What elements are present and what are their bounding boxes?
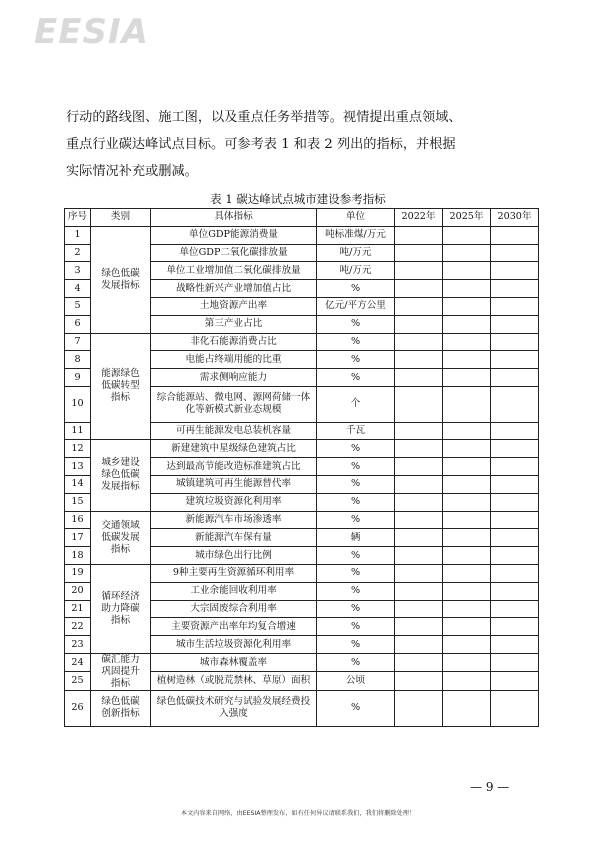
header-unit: 单位 [317,209,395,227]
value-2022-cell [395,440,443,458]
value-2030-cell [491,280,539,298]
value-2025-cell [443,636,491,654]
value-2022-cell [395,618,443,636]
indicator-cell: 电能占终端用能的比重 [151,351,317,369]
category-cell: 循环经济助力降碳指标 [91,564,151,653]
value-2022-cell [395,386,443,422]
value-2025-cell [443,297,491,315]
unit-cell: % [317,333,395,351]
value-2025-cell [443,672,491,691]
unit-cell: % [317,653,395,672]
value-2030-cell [491,333,539,351]
indicator-cell: 植树造林（或脱荒禁林、草原）面积 [151,672,317,691]
header-2025: 2025年 [443,209,491,227]
value-2030-cell [491,422,539,440]
row-number: 9 [65,369,91,387]
value-2022-cell [395,315,443,333]
unit-cell: 千瓦 [317,422,395,440]
value-2030-cell [491,547,539,565]
value-2022-cell [395,653,443,672]
value-2025-cell [443,493,491,511]
header-no: 序号 [65,209,91,227]
value-2022-cell [395,475,443,493]
value-2030-cell [491,297,539,315]
value-2030-cell [491,582,539,600]
unit-cell: % [317,493,395,511]
unit-cell: % [317,511,395,529]
value-2030-cell [491,262,539,280]
row-number: 26 [65,690,91,726]
row-number: 17 [65,529,91,547]
value-2022-cell [395,493,443,511]
indicator-cell: 新建建筑中星级绿色建筑占比 [151,440,317,458]
row-number: 14 [65,475,91,493]
header-category: 类别 [91,209,151,227]
category-cell: 绿色低碳创新指标 [91,690,151,726]
table-row [65,653,539,672]
unit-cell: 吨标准煤/万元 [317,226,395,244]
unit-cell: % [317,582,395,600]
row-number: 1 [65,226,91,244]
value-2030-cell [491,226,539,244]
value-2022-cell [395,547,443,565]
value-2030-cell [491,440,539,458]
value-2025-cell [443,226,491,244]
paragraph-line: 实际情况补充或删减。 [66,164,198,179]
row-number: 4 [65,280,91,298]
value-2025-cell [443,653,491,672]
row-number: 5 [65,297,91,315]
indicator-cell: 单位工业增加值二氧化碳排放量 [151,262,317,280]
indicator-cell: 工业余能回收利用率 [151,582,317,600]
value-2030-cell [491,475,539,493]
row-number: 21 [65,600,91,618]
unit-cell: % [317,280,395,298]
indicator-cell: 新能源汽车保有量 [151,529,317,547]
value-2025-cell [443,440,491,458]
unit-cell: % [317,618,395,636]
row-number: 12 [65,440,91,458]
row-number: 11 [65,422,91,440]
row-number: 15 [65,493,91,511]
row-number: 7 [65,333,91,351]
value-2030-cell [491,672,539,691]
value-2025-cell [443,690,491,726]
value-2025-cell [443,458,491,476]
footer-notice: 本文内容来自网络，由EESIA整理发布，如有任何异议请联系我们，我们将删除处理！ [180,810,416,817]
value-2022-cell [395,297,443,315]
row-number: 8 [65,351,91,369]
value-2030-cell [491,529,539,547]
value-2022-cell [395,422,443,440]
row-number: 6 [65,315,91,333]
value-2030-cell [491,690,539,726]
indicator-cell: 战略性新兴产业增加值占比 [151,280,317,298]
value-2025-cell [443,511,491,529]
category-cell: 碳汇能力巩固提升指标 [91,653,151,690]
value-2025-cell [443,386,491,422]
value-2022-cell [395,582,443,600]
indicator-cell: 需求侧响应能力 [151,369,317,387]
value-2030-cell [491,458,539,476]
value-2025-cell [443,369,491,387]
indicator-cell: 城市生活垃圾资源化利用率 [151,636,317,654]
unit-cell: % [317,475,395,493]
indicator-cell: 单位GDP能源消费量 [151,226,317,244]
table-row [65,690,539,726]
header-2030: 2030年 [491,209,539,227]
indicator-cell: 新能源汽车市场渗透率 [151,511,317,529]
category-cell: 绿色低碳发展指标 [91,226,151,333]
indicator-cell: 可再生能源发电总装机容量 [151,422,317,440]
category-cell: 城乡建设绿色低碳发展指标 [91,440,151,511]
unit-cell: % [317,564,395,582]
table-header-row [65,209,539,227]
value-2025-cell [443,564,491,582]
row-number: 10 [65,386,91,422]
value-2025-cell [443,262,491,280]
indicator-cell: 主要资源产出率年均复合增速 [151,618,317,636]
unit-cell: % [317,351,395,369]
value-2022-cell [395,672,443,691]
indicator-cell: 第三产业占比 [151,315,317,333]
value-2030-cell [491,636,539,654]
row-number: 18 [65,547,91,565]
page-number: — 9 — [470,780,510,794]
value-2030-cell [491,618,539,636]
indicator-cell: 城镇建筑可再生能源替代率 [151,475,317,493]
value-2022-cell [395,244,443,262]
table-body [65,226,539,726]
unit-cell: 个 [317,386,395,422]
indicator-cell: 非化石能源消费占比 [151,333,317,351]
indicator-table [64,208,539,727]
paragraph-line: 行动的路线图、施工图，以及重点任务举措等。视情提出重点领域、 [66,110,462,125]
value-2030-cell [491,315,539,333]
value-2022-cell [395,262,443,280]
body-paragraph [66,104,536,185]
unit-cell: 吨/万元 [317,262,395,280]
row-number: 25 [65,672,91,691]
indicator-cell: 大宗固废综合利用率 [151,600,317,618]
unit-cell: 公顷 [317,672,395,691]
value-2030-cell [491,369,539,387]
row-number: 23 [65,636,91,654]
value-2022-cell [395,369,443,387]
value-2022-cell [395,458,443,476]
table-row [65,440,539,458]
indicator-cell: 综合能源站、微电网、源网荷储一体化等新模式新业态规模 [151,386,317,422]
value-2025-cell [443,280,491,298]
unit-cell: % [317,600,395,618]
value-2025-cell [443,547,491,565]
row-number: 13 [65,458,91,476]
value-2022-cell [395,529,443,547]
value-2025-cell [443,529,491,547]
value-2030-cell [491,244,539,262]
value-2022-cell [395,511,443,529]
value-2025-cell [443,244,491,262]
value-2022-cell [395,600,443,618]
value-2022-cell [395,636,443,654]
unit-cell: 亿元/平方公里 [317,297,395,315]
indicator-cell: 9种主要再生资源循环利用率 [151,564,317,582]
value-2030-cell [491,511,539,529]
unit-cell: % [317,369,395,387]
value-2030-cell [491,351,539,369]
unit-cell: % [317,458,395,476]
value-2025-cell [443,333,491,351]
indicator-cell: 绿色低碳技术研究与试验发展经费投入强度 [151,690,317,726]
indicator-cell: 城市森林覆盖率 [151,653,317,672]
unit-cell: 吨/万元 [317,244,395,262]
value-2025-cell [443,351,491,369]
value-2025-cell [443,600,491,618]
unit-cell: % [317,636,395,654]
value-2022-cell [395,690,443,726]
category-cell: 能源绿色低碳转型指标 [91,333,151,440]
value-2022-cell [395,564,443,582]
row-number: 16 [65,511,91,529]
paragraph-line: 重点行业碳达峰试点目标。可参考表 1 和表 2 列出的指标，并根据 [66,137,456,152]
row-number: 24 [65,653,91,672]
value-2022-cell [395,333,443,351]
value-2030-cell [491,600,539,618]
value-2025-cell [443,315,491,333]
unit-cell: % [317,315,395,333]
indicator-cell: 建筑垃圾资源化利用率 [151,493,317,511]
indicator-cell: 城市绿色出行比例 [151,547,317,565]
value-2030-cell [491,386,539,422]
header-indicator: 具体指标 [151,209,317,227]
value-2025-cell [443,582,491,600]
table-row [65,226,539,244]
value-2025-cell [443,422,491,440]
indicator-cell: 土地资源产出率 [151,297,317,315]
row-number: 3 [65,262,91,280]
row-number: 20 [65,582,91,600]
value-2030-cell [491,493,539,511]
unit-cell: % [317,440,395,458]
value-2022-cell [395,351,443,369]
row-number: 19 [65,564,91,582]
unit-cell: % [317,690,395,726]
row-number: 2 [65,244,91,262]
category-cell: 交通领域低碳发展指标 [91,511,151,564]
eesia-logo: EESIA [34,12,149,52]
row-number: 22 [65,618,91,636]
value-2022-cell [395,280,443,298]
table-row [65,511,539,529]
value-2030-cell [491,653,539,672]
indicator-cell: 达到最高节能改造标准建筑占比 [151,458,317,476]
value-2025-cell [443,475,491,493]
table-row [65,564,539,582]
header-2022: 2022年 [395,209,443,227]
unit-cell: 辆 [317,529,395,547]
table-caption: 表 1 碳达峰试点城市建设参考指标 [210,192,386,206]
unit-cell: % [317,547,395,565]
table-row [65,333,539,351]
value-2022-cell [395,226,443,244]
value-2025-cell [443,618,491,636]
value-2030-cell [491,564,539,582]
indicator-cell: 单位GDP二氧化碳排放量 [151,244,317,262]
